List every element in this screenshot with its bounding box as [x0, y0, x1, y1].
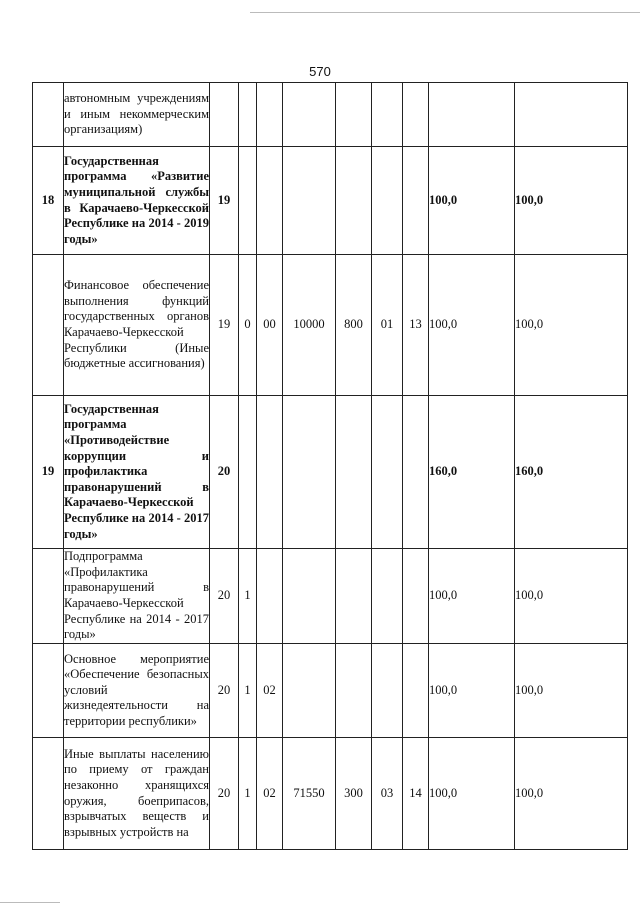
- cell-pp: 0: [239, 255, 257, 396]
- cell-section: 01: [372, 255, 403, 396]
- cell-subsection: [403, 549, 429, 644]
- cell-gp: 20: [210, 644, 239, 738]
- cell-om: 02: [257, 738, 283, 850]
- cell-section: 03: [372, 738, 403, 850]
- item-name: Основное мероприятие «Обеспечение безопасных условий жизнедеятельности на территории республики»: [64, 644, 210, 738]
- cell-direction: [283, 396, 336, 549]
- cell-om: [257, 83, 283, 147]
- cell-pp: [239, 147, 257, 255]
- cell-om: [257, 396, 283, 549]
- table-row: [33, 147, 628, 255]
- cell-direction: 10000: [283, 255, 336, 396]
- cell-gp: 20: [210, 549, 239, 644]
- cell-direction: [283, 549, 336, 644]
- table-row: [33, 255, 628, 396]
- item-name: Иные выплаты населению по приему от граждан незаконно хранящихся оружия, боеприпасов, взрывчатых веществ и взрывных устройств на: [64, 738, 210, 850]
- cell-section: [372, 549, 403, 644]
- table-row: [33, 396, 628, 549]
- cell-expense-type: [336, 644, 372, 738]
- cell-amount-2: 100,0: [515, 549, 628, 644]
- cell-direction: [283, 147, 336, 255]
- row-number: [33, 83, 64, 147]
- item-name: автономным учреждениям и иным некоммерческим организациям): [64, 83, 210, 147]
- cell-direction: [283, 83, 336, 147]
- cell-gp: 19: [210, 147, 239, 255]
- cell-pp: 1: [239, 738, 257, 850]
- row-number: 18: [33, 147, 64, 255]
- item-name: Государственная программа «Развитие муниципальной службы в Карачаево-Черкесской Республике на 2014 - 2019 годы»: [64, 147, 210, 255]
- cell-subsection: [403, 83, 429, 147]
- cell-subsection: [403, 147, 429, 255]
- cell-amount-1: 100,0: [429, 549, 515, 644]
- cell-gp: 20: [210, 738, 239, 850]
- cell-pp: [239, 83, 257, 147]
- cell-expense-type: 300: [336, 738, 372, 850]
- table-row: [33, 83, 628, 147]
- cell-direction: [283, 644, 336, 738]
- cell-amount-2: 100,0: [515, 738, 628, 850]
- cell-om: 02: [257, 644, 283, 738]
- cell-amount-2: 100,0: [515, 644, 628, 738]
- table-row: [33, 549, 628, 644]
- cell-amount-1: 100,0: [429, 147, 515, 255]
- cell-amount-2: 160,0: [515, 396, 628, 549]
- table-row: [33, 644, 628, 738]
- row-number: 19: [33, 396, 64, 549]
- item-name: Подпрограмма «Профилактика правонарушений в Карачаево-Черкесской Республике на 2014 - 2017 годы»: [64, 549, 210, 644]
- cell-amount-1: 100,0: [429, 255, 515, 396]
- cell-section: [372, 396, 403, 549]
- cell-amount-1: 100,0: [429, 738, 515, 850]
- cell-subsection: 13: [403, 255, 429, 396]
- row-number: [33, 255, 64, 396]
- cell-amount-1: 160,0: [429, 396, 515, 549]
- cell-gp: 20: [210, 396, 239, 549]
- cell-gp: [210, 83, 239, 147]
- cell-section: [372, 83, 403, 147]
- cell-amount-1: [429, 83, 515, 147]
- cell-om: 00: [257, 255, 283, 396]
- cell-amount-2: [515, 83, 628, 147]
- budget-table: [32, 82, 628, 850]
- cell-om: [257, 147, 283, 255]
- scan-top-edge: [250, 12, 640, 13]
- cell-expense-type: [336, 147, 372, 255]
- page-number: 570: [309, 64, 331, 79]
- table-row: [33, 738, 628, 850]
- cell-amount-2: 100,0: [515, 147, 628, 255]
- cell-subsection: 14: [403, 738, 429, 850]
- cell-direction: 71550: [283, 738, 336, 850]
- item-name: Финансовое обеспечение выполнения функций государственных органов Карачаево-Черкесской Республики (Иные бюджетные ассигнования): [64, 255, 210, 396]
- cell-expense-type: [336, 83, 372, 147]
- cell-expense-type: [336, 396, 372, 549]
- cell-pp: 1: [239, 644, 257, 738]
- row-number: [33, 738, 64, 850]
- cell-amount-1: 100,0: [429, 644, 515, 738]
- cell-section: [372, 644, 403, 738]
- cell-subsection: [403, 644, 429, 738]
- cell-om: [257, 549, 283, 644]
- item-name: Государственная программа «Противодействие коррупции и профилактика правонарушений в Карачаево-Черкесской Республике на 2014 - 2017 годы»: [64, 396, 210, 549]
- cell-expense-type: [336, 549, 372, 644]
- scan-bottom-edge: [0, 902, 60, 903]
- cell-pp: 1: [239, 549, 257, 644]
- row-number: [33, 549, 64, 644]
- row-number: [33, 644, 64, 738]
- cell-pp: [239, 396, 257, 549]
- cell-expense-type: 800: [336, 255, 372, 396]
- cell-amount-2: 100,0: [515, 255, 628, 396]
- cell-gp: 19: [210, 255, 239, 396]
- cell-subsection: [403, 396, 429, 549]
- cell-section: [372, 147, 403, 255]
